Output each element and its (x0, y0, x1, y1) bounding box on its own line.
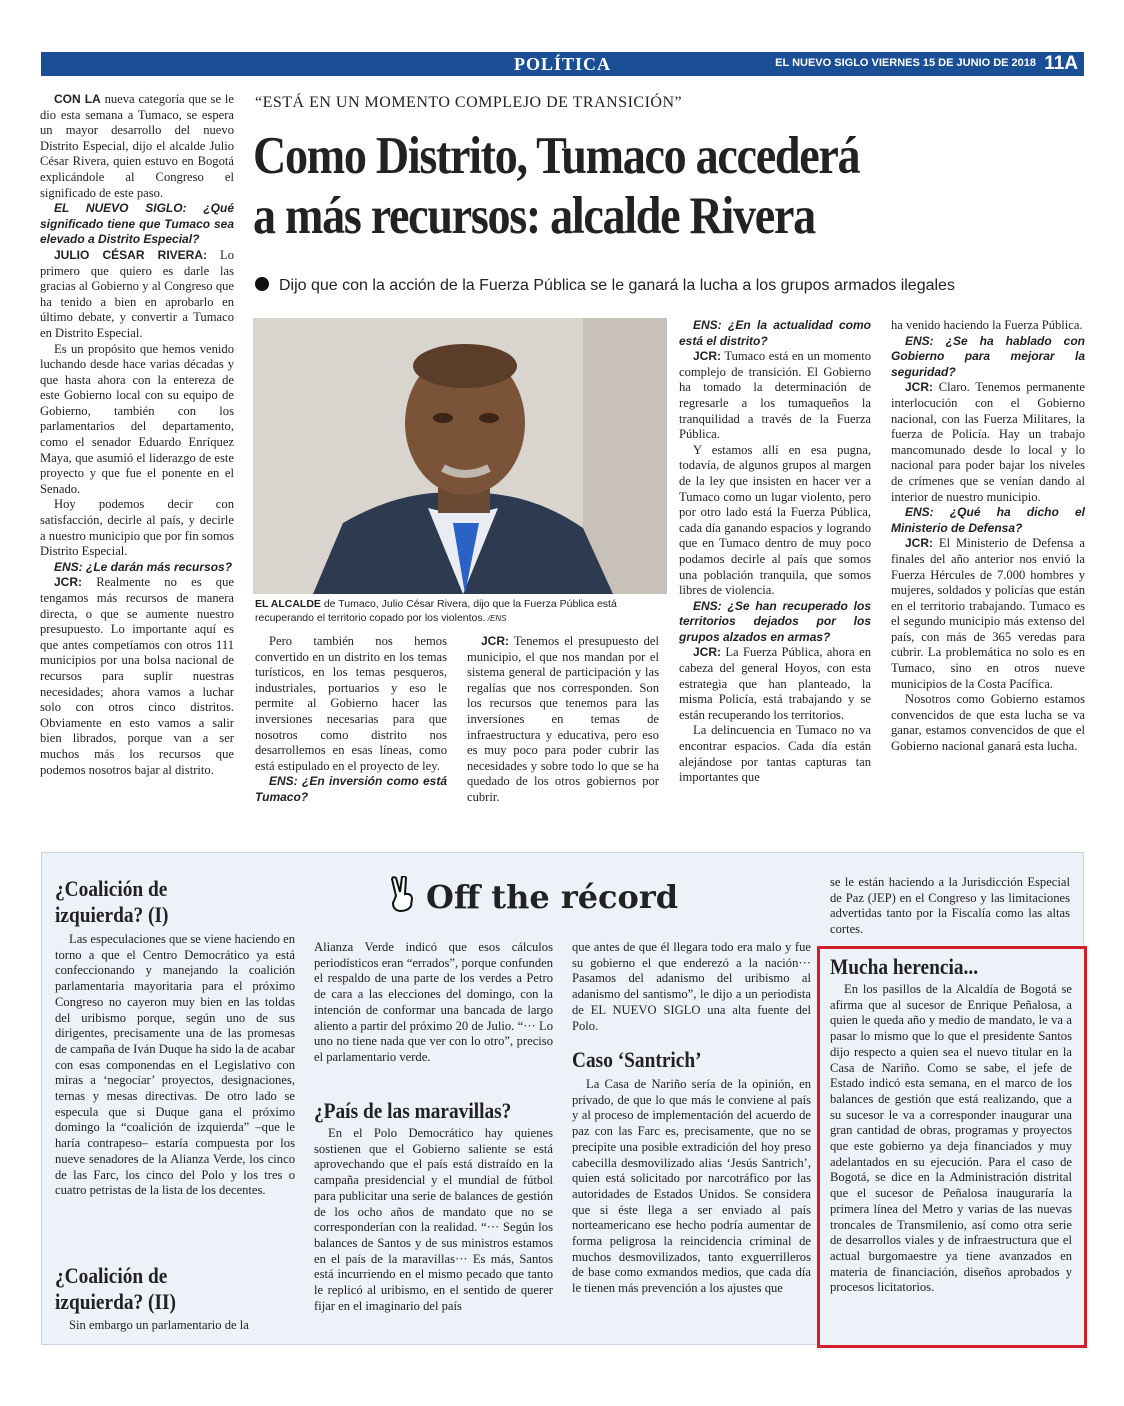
article-headline: Como Distrito, Tumaco accederá a más recursos: alcalde Rivera (253, 127, 860, 245)
issue-date: EL NUEVO SIGLO VIERNES 15 DE JUNIO DE 2018 (775, 57, 1036, 69)
article-kicker: “ESTÁ EN UN MOMENTO COMPLEJO DE TRANSICIÓN” (255, 94, 683, 111)
section-header-bar (41, 52, 1084, 76)
section-heading-mucha-herencia: Mucha herencia... (830, 954, 979, 979)
mucha-herencia-text: En los pasillos de la Alcaldía de Bogotá se afirma que al sucesor de Enrique Peñalosa, a quien le queda año y medio de mandato, le va a pasar lo mismo que lo que el presidente Santos dijo respecto a quien sea el nuevo titular en la Casa de Nariño. Como se sabe, el jefe de Estado indicó esta semana, en el marco de los balances de gestión que está realizando, que a su sucesor le va a corresponder inaugurar una gran cantidad de obras, programas y proyectos que este gobierno ya deja financiados y muy adelantados en su ejecución. Para el caso de Bogotá, se dice en la Administración distrital que el sucesor de Peñalosa inauguraría la primera línea del Metro y varias de las nuevas troncales de Transmilenio, así como otra serie de desarrollos viales y de infraestructura que el actual burgomaestre ya tiene avanzados en materia de financiación, diseños aprobados y procesos licitatorios. (830, 982, 1072, 1295)
section-title: POLÍTICA (513, 54, 611, 74)
section-heading-pais-maravillas: ¿País de las maravillas? (314, 1098, 512, 1123)
peace-hand-icon (388, 876, 418, 920)
section-heading-caso-santrich: Caso ‘Santrich’ (572, 1047, 702, 1072)
pais-maravillas-text: En el Polo Democrático hay quienes sostienen que el Gobierno saliente se está aprovechando que el país está distraído en la campaña presidencial y el mundial de fútbol para publicitar una serie de balances de gestión de los ocho años de mandato que no se corresponderían con la realidad. “··· Según los balances de Santos y de sus ministros estamos en el país de la maravillas··· Es más, Santos está incurriendo en el mismo pecado que tanto le replicó al uribismo, en el sentido de querer fijar en el imaginario del país (314, 1126, 553, 1313)
section-heading-coalicion-1: ¿Coalición de izquierda? (I) (55, 876, 169, 927)
off-the-record-title: Off the récord (388, 876, 678, 920)
article-column-4: ENS: ¿En la actualidad como está el distrito? JCR: Tumaco está en un momento complejo de transición. El Gobierno ha tomado la determinación de regresarle a los tumaqueños la tranquilidad a través de la Fuerza Pública. Y estamos allí en esa pugna, todavía, de algunos grupos al margen de la ley que insisten en hacer ver a Tumaco como un lugar violento, pero por otro lado está la Fuerza Pública, cada día ganando espacios y logrando que en Tumaco dentro de muy poco podamos decirle al país que somos una población tranquila, que somos libres de violencia. ENS: ¿Se han recuperado los territorios dejados por los grupos alzados en armas? JCR: La Fuerza Pública, ahora en cabeza del general Hoyos, con esta estrategia que han planteado, la misma Policía, está trabajando y se están recuperando los territorios. La delincuencia en Tumaco no va encontrar espacios. Cada día están alejándose por tantas capturas tan importantes que (679, 318, 871, 785)
coalicion-1-text: Las especulaciones que se viene haciendo en torno a que el Centro Democrático ya está confeccionando y manejando la coalición parlamentaria mayoritaria para el próximo Congreso no cayeron muy bien en las toldas del uribismo porque, según uno de sus dirigentes, precisamente una de las promesas de campaña de Iván Duque ha sido la de acabar con esas componendas en el Legislativo con miras a ‘negociar’ proyectos, designaciones, ternas y mesas directivas. De otro lado se especula que si Duque gana el próximo domingo la “coalición de izquierda” –que le haría contrapeso– estaría compuesta por los nueve senadores de la Alianza Verde, los cinco de las Farc, los cinco del Polo y los tres o cuatro petristas de la lista de los decentes. (55, 932, 295, 1198)
coalicion-2-continued: Alianza Verde indicó que esos cálculos periodísticos eran “errados”, porque confunden el respaldo de una parte de los verdes a Petro de cara a las elecciones del domingo, con la intención de conformar una bancada de largo aliento a partir del próximo 20 de Julio. “··· Lo uno no tiene nada que ver con lo otro”, preciso el parlamentario verde. (314, 940, 553, 1064)
article-column-1: CON LA nueva categoría que se le dio esta semana a Tumaco, se espera un mayor desarrollo del nuevo Distrito Especial, dijo el alcalde Julio César Rivera, quien estuvo en Bogotá explicándole al Congreso el significado de este paso. EL NUEVO SIGLO: ¿Qué significado tiene que Tumaco sea elevado a Distrito Especial? JULIO CÉSAR RIVERA: Lo primero que quiero es darle las gracias al Gobierno y al Congreso que ha tenido a bien en aprobarlo en último debate, y convertir a Tumaco en Distrito Especial. Es un propósito que hemos venido luchando desde hace varias décadas y que hasta ahora con la entereza de este Gobierno local con su equipo de Gobierno, también con los parlamentarios del departamento, como el senador Eduardo Enríquez Maya, que asumió el liderazgo de este proyecto y que fue el ponente en el Senado. Hoy podemos decir con satisfacción, decirle al país, y decirle a nuestro municipio que por fin somos Distrito Especial. ENS: ¿Le darán más recursos? JCR: Realmente no es que tengamos más recursos de manera directa, o que se aumente nuestro presupuesto. Lo importante aquí es que antes competíamos con otros 111 municipios por una bolsa nacional de recursos para suplir nuestras necesidades; ahora vamos a luchar solo con otros cinco distritos. Obviamente en esto vamos a salir bien librados, porque van a ser muchos más los recursos que podemos nosotros bajar al distrito. (40, 92, 234, 777)
caso-santrich-text: La Casa de Nariño sería de la opinión, en privado, de que lo que más le conviene al país y al proceso de implementación del acuerdo de paz con las Farc es, precisamente, que no se precipite una posible extradición del hoy preso cabecilla desmovilizado alias ‘Jesús Santrich’, quien está solicitado por narcotráfico por las autoridades de Estados Unidos. Se considera que si éste llega a ser enviado al país norteamericano ese hecho podría aumentar de forma peligrosa la reincidencia criminal de muchos desmovilizados, tanto exguerrilleros de base como exmandos medios, que cada día le tienen más prevención a los ajustes que (572, 1077, 811, 1296)
section-heading-coalicion-2: ¿Coalición de izquierda? (II) (55, 1263, 176, 1314)
coalicion-2-text: Sin embargo un parlamentario de la (69, 1318, 249, 1332)
bullet-icon (255, 277, 269, 291)
photo-caption: EL ALCALDE de Tumaco, Julio César Rivera, dijo que la Fuerza Pública está recuperando el territorio copado por los violentos. /ENS (255, 598, 617, 624)
page-number: 11A (1044, 53, 1078, 74)
mayor-photo (253, 318, 667, 594)
article-lead: Dijo que con la acción de la Fuerza Pública se le ganará la lucha a los grupos armados ilegales (255, 277, 1095, 295)
caso-santrich-continued: se le están haciendo a la Jurisdicción Especial de Paz (JEP) en el Congreso y las limitaciones advertidas tanto por la Fiscalía como las altas cortes. (830, 875, 1070, 937)
article-column-5: ha venido haciendo la Fuerza Pública. ENS: ¿Se ha hablado con Gobierno para mejorar la seguridad? JCR: Claro. Tenemos permanente interlocución con el Gobierno nacional, con las Fuerza Militares, la fuerza de Policía. Hay un trabajo mancomunado desde lo local y lo nacional para poder bajar los niveles de crímenes que se venían dando al interior de nuestro municipio. ENS: ¿Qué ha dicho el Ministerio de Defensa? JCR: El Ministerio de Defensa a finales del año anterior nos envió la Fuerza Hércules de 7.000 hombres y mujeres, soldados y policías que están en el territorio trabajando. Tumaco es el segundo municipio más extenso del país, con más de 365 veredas para cubrir. La problemática no solo es en Tumaco, sino en otros nueve municipios de la Costa Pacífica. Nosotros como Gobierno estamos convencidos de que esta lucha se va ganar, estamos convencidos de que el Gobierno nacional ganará esta lucha. (891, 318, 1085, 754)
article-column-2: Pero también nos hemos convertido en un distrito en los temas turísticos, en los temas pesqueros, industriales, portuarios y eso le permite al Gobierno hacer las inversiones necesarias para que nosotros como distrito nos desarrollemos en esas líneas, como está estipulado en el proyecto de ley. ENS: ¿En inversión como está Tumaco? (255, 634, 447, 804)
article-column-3: JCR: Tenemos el presupuesto del municipio, el que nos mandan por el sistema general de participación y las regalías que nos corresponden. Son los recursos que tenemos para las inversiones en temas de infraestructura y educativa, pero eso es muy poco para poder cubrir las necesidades y sobre todo lo que se ha quedado de los otros gobiernos por cubrir. (467, 634, 659, 804)
pais-maravillas-continued: que antes de que él llegara todo era malo y fue su gobierno el que enderezó a la nación··· Pasamos del adanismo del uribismo al adanismo del santismo”, le dijo a un periodista de EL NUEVO SIGLO una alta fuente del Polo. (572, 940, 811, 1033)
